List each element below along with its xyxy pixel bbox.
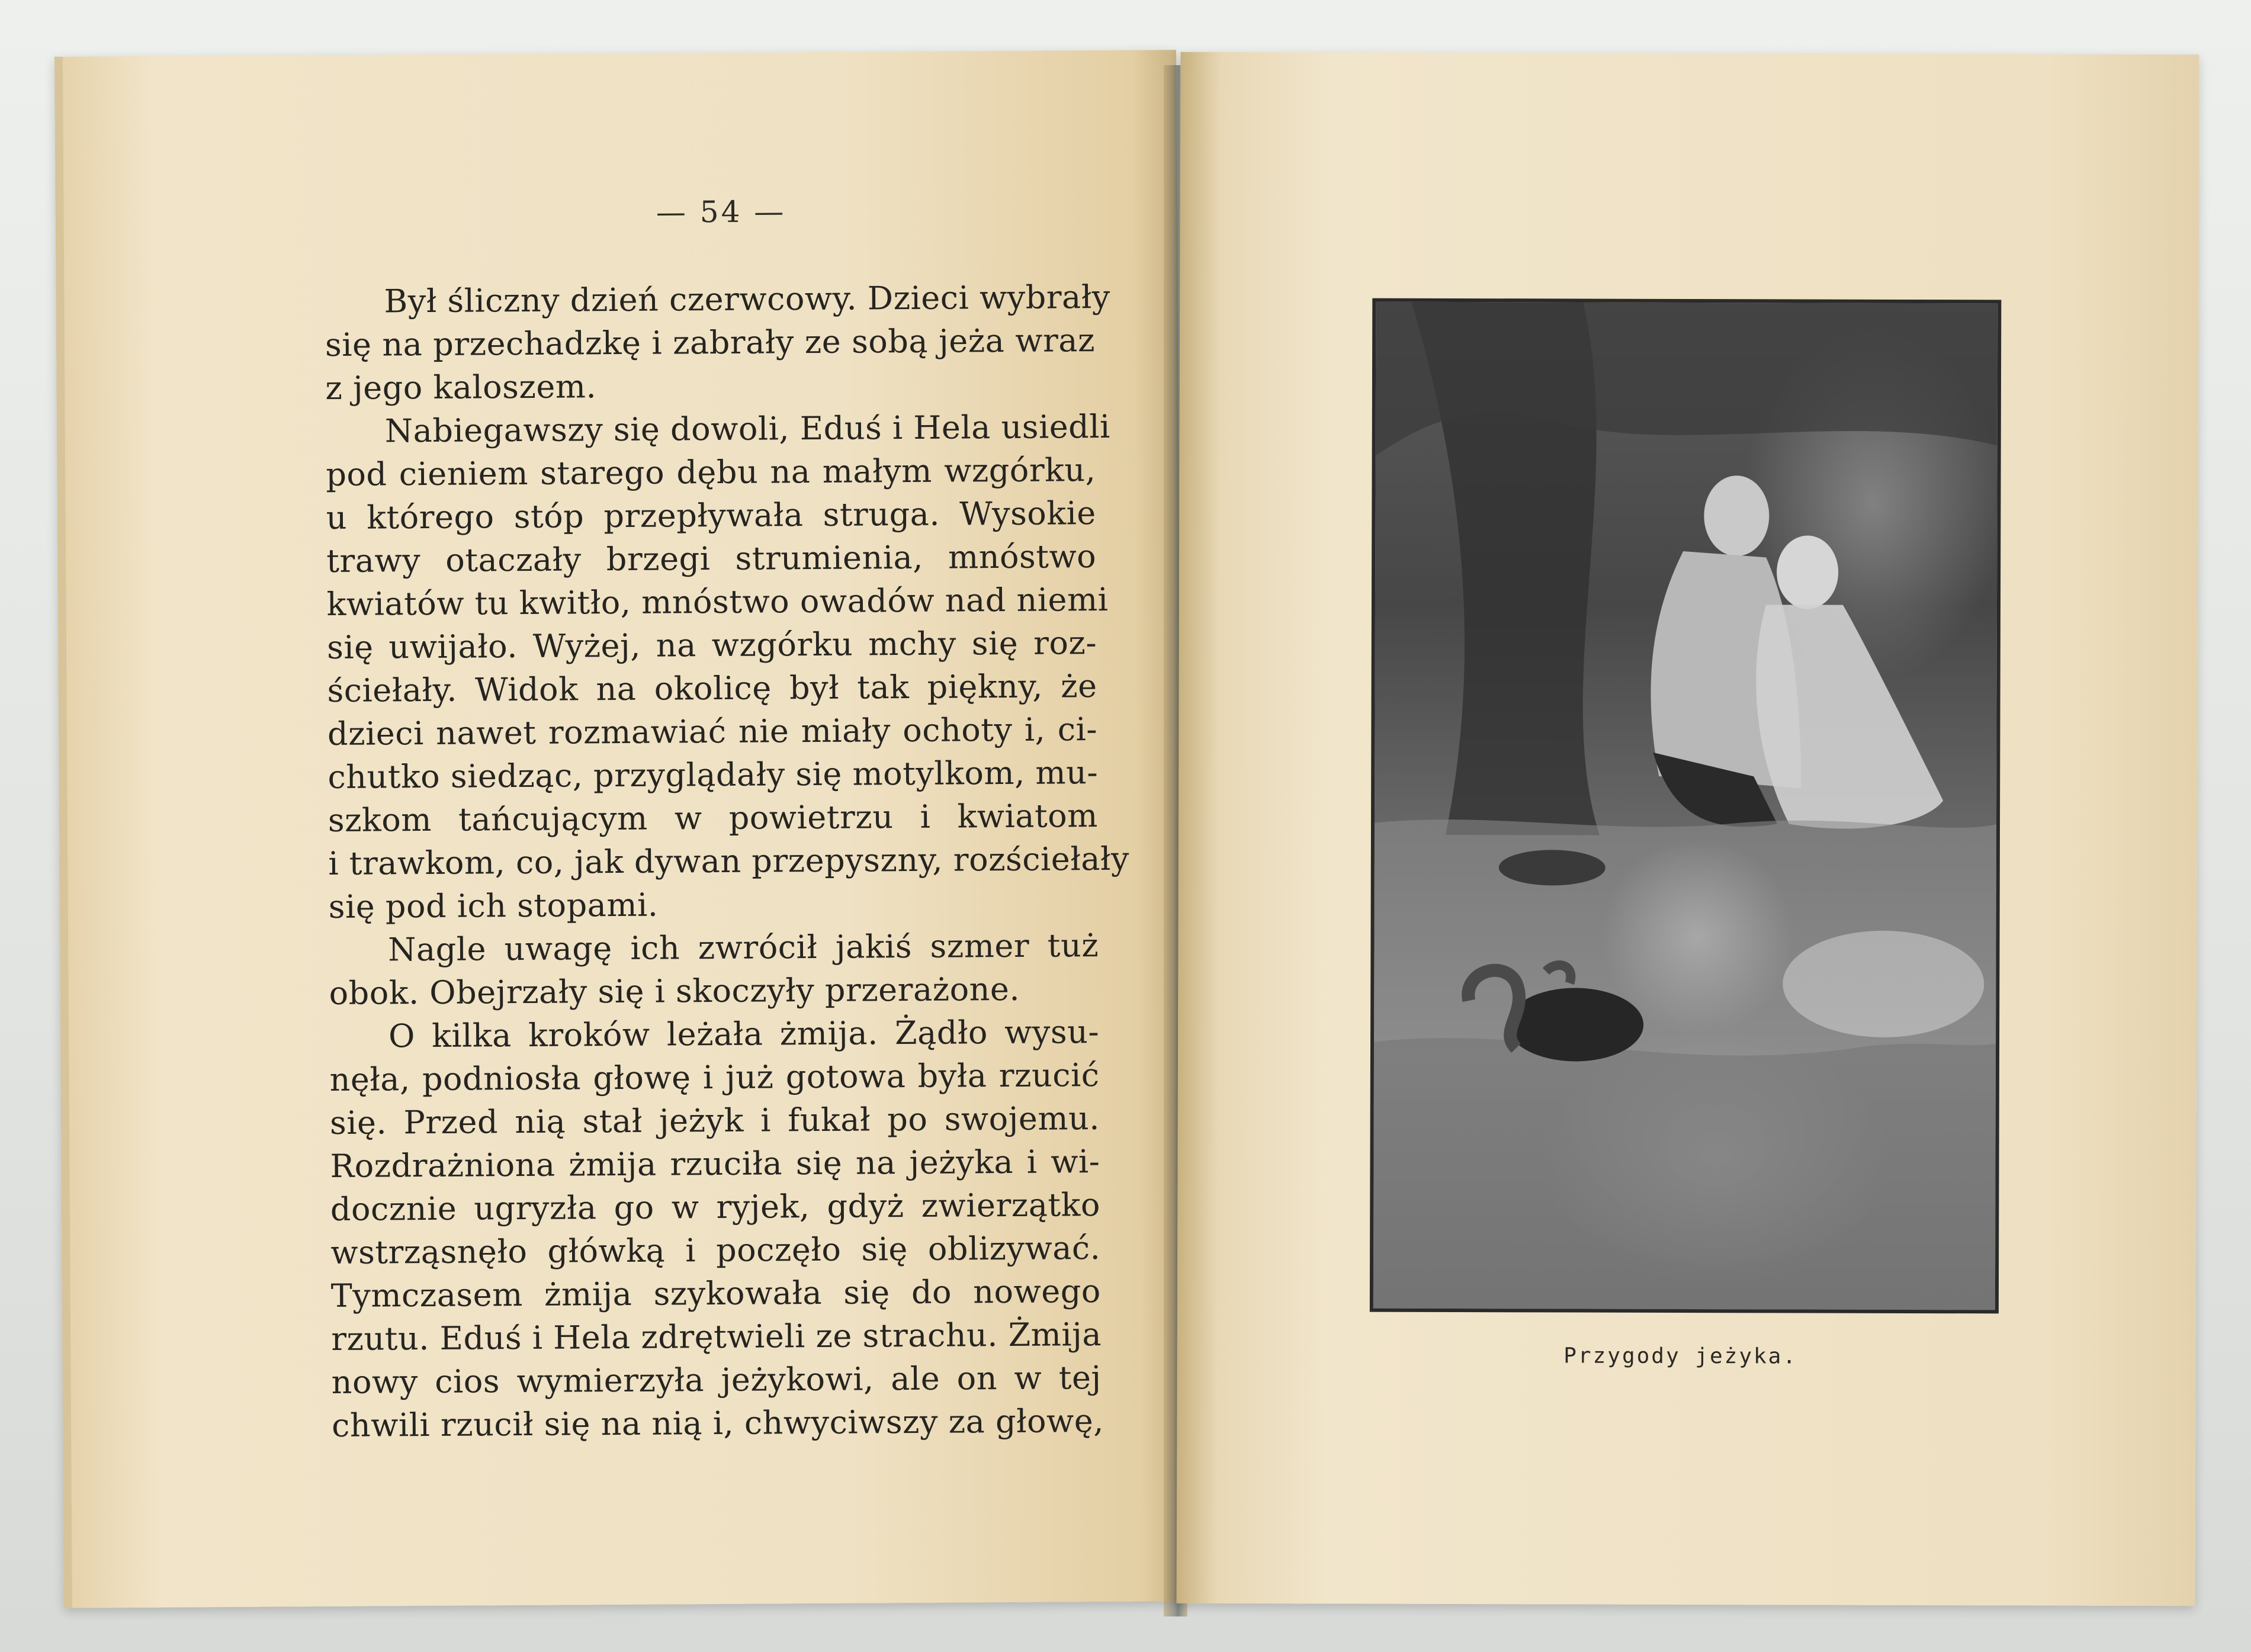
text-line: się. Przed nią stał jeżyk i fukał po swojemu. [329,1100,1100,1142]
text-line: się pod ich stopami. [328,886,659,926]
girl-dress [1756,605,1944,829]
foreground-grass [1373,1038,1996,1310]
illustration-drawing [1373,302,1998,1310]
text-line: Nabiegawszy się dowoli, Eduś i Hela usiedli [384,407,1110,450]
hedgehog [1507,988,1643,1062]
text-line: ściełały. Widok na okolicę był tak piękny, że [327,667,1097,710]
text-line: docznie ugryzła go w ryjek, gdyż zwierzątko [330,1186,1101,1228]
page-number: — 54 — [656,194,786,230]
left-page [54,50,1186,1608]
text-line: chwili rzucił się na nią i, chwyciwszy za głowę, [331,1402,1104,1444]
text-line: szkom tańcującym w powietrzu i kwiatom [327,797,1099,840]
text-line: O kilka kroków leżała żmija. Żądło wysu- [388,1013,1100,1055]
illustration-caption: Przygody jeżyka. [1563,1344,1798,1369]
open-book [24,41,2215,1616]
illustration-plate [1370,298,2001,1314]
text-line: nowy cios wymierzyła jeżykowi, ale on w tej [331,1359,1102,1401]
body-text [325,275,1130,1447]
text-line: u którego stóp przepływała struga. Wysokie [326,494,1096,537]
text-line: nęła, podniosła głowę i już gotowa była rzucić [329,1056,1100,1099]
text-line: Był śliczny dzień czerwcowy. Dzieci wybrały [384,278,1110,320]
text-line: obok. Obejrzały się i skoczyły przerażone. [329,970,1020,1013]
text-line: się uwijało. Wyżej, na wzgórku mchy się roz- [326,624,1097,667]
text-line: Nagle uwagę ich zwrócił jakiś szmer tuż [388,927,1099,969]
stone [1499,850,1605,885]
text-line: rzutu. Eduś i Hela zdrętwieli ze strachu. Żmija [331,1316,1102,1358]
light-patch [1783,930,1984,1037]
girl-head [1777,535,1838,609]
text-line: kwiatów tu kwitło, mnóstwo owadów nad niemi [326,580,1109,623]
text-line: i trawkom, co, jak dywan przepyszny, rozściełały [328,840,1130,883]
right-page [1177,52,2199,1606]
text-line: się na przechadzkę i zabrały ze sobą jeża wraz [325,322,1096,364]
boy-head [1704,475,1769,556]
text-line: wstrząsnęło główką i poczęło się oblizywać. [330,1229,1101,1271]
text-line: chutko siedząc, przyglądały się motylkom, mu- [327,754,1099,796]
text-line: z jego kaloszem. [325,368,597,407]
text-line: trawy otaczały brzegi strumienia, mnóstwo [326,538,1097,580]
text-line: dzieci nawet rozmawiać nie miały ochoty i, ci- [327,711,1098,753]
text-line: pod cieniem starego dębu na małym wzgórku, [326,451,1096,494]
text-line: Rozdrażniona żmija rzuciła się na jeżyka i wi- [330,1143,1100,1185]
text-line: Tymczasem żmija szykowała się do nowego [330,1272,1101,1314]
